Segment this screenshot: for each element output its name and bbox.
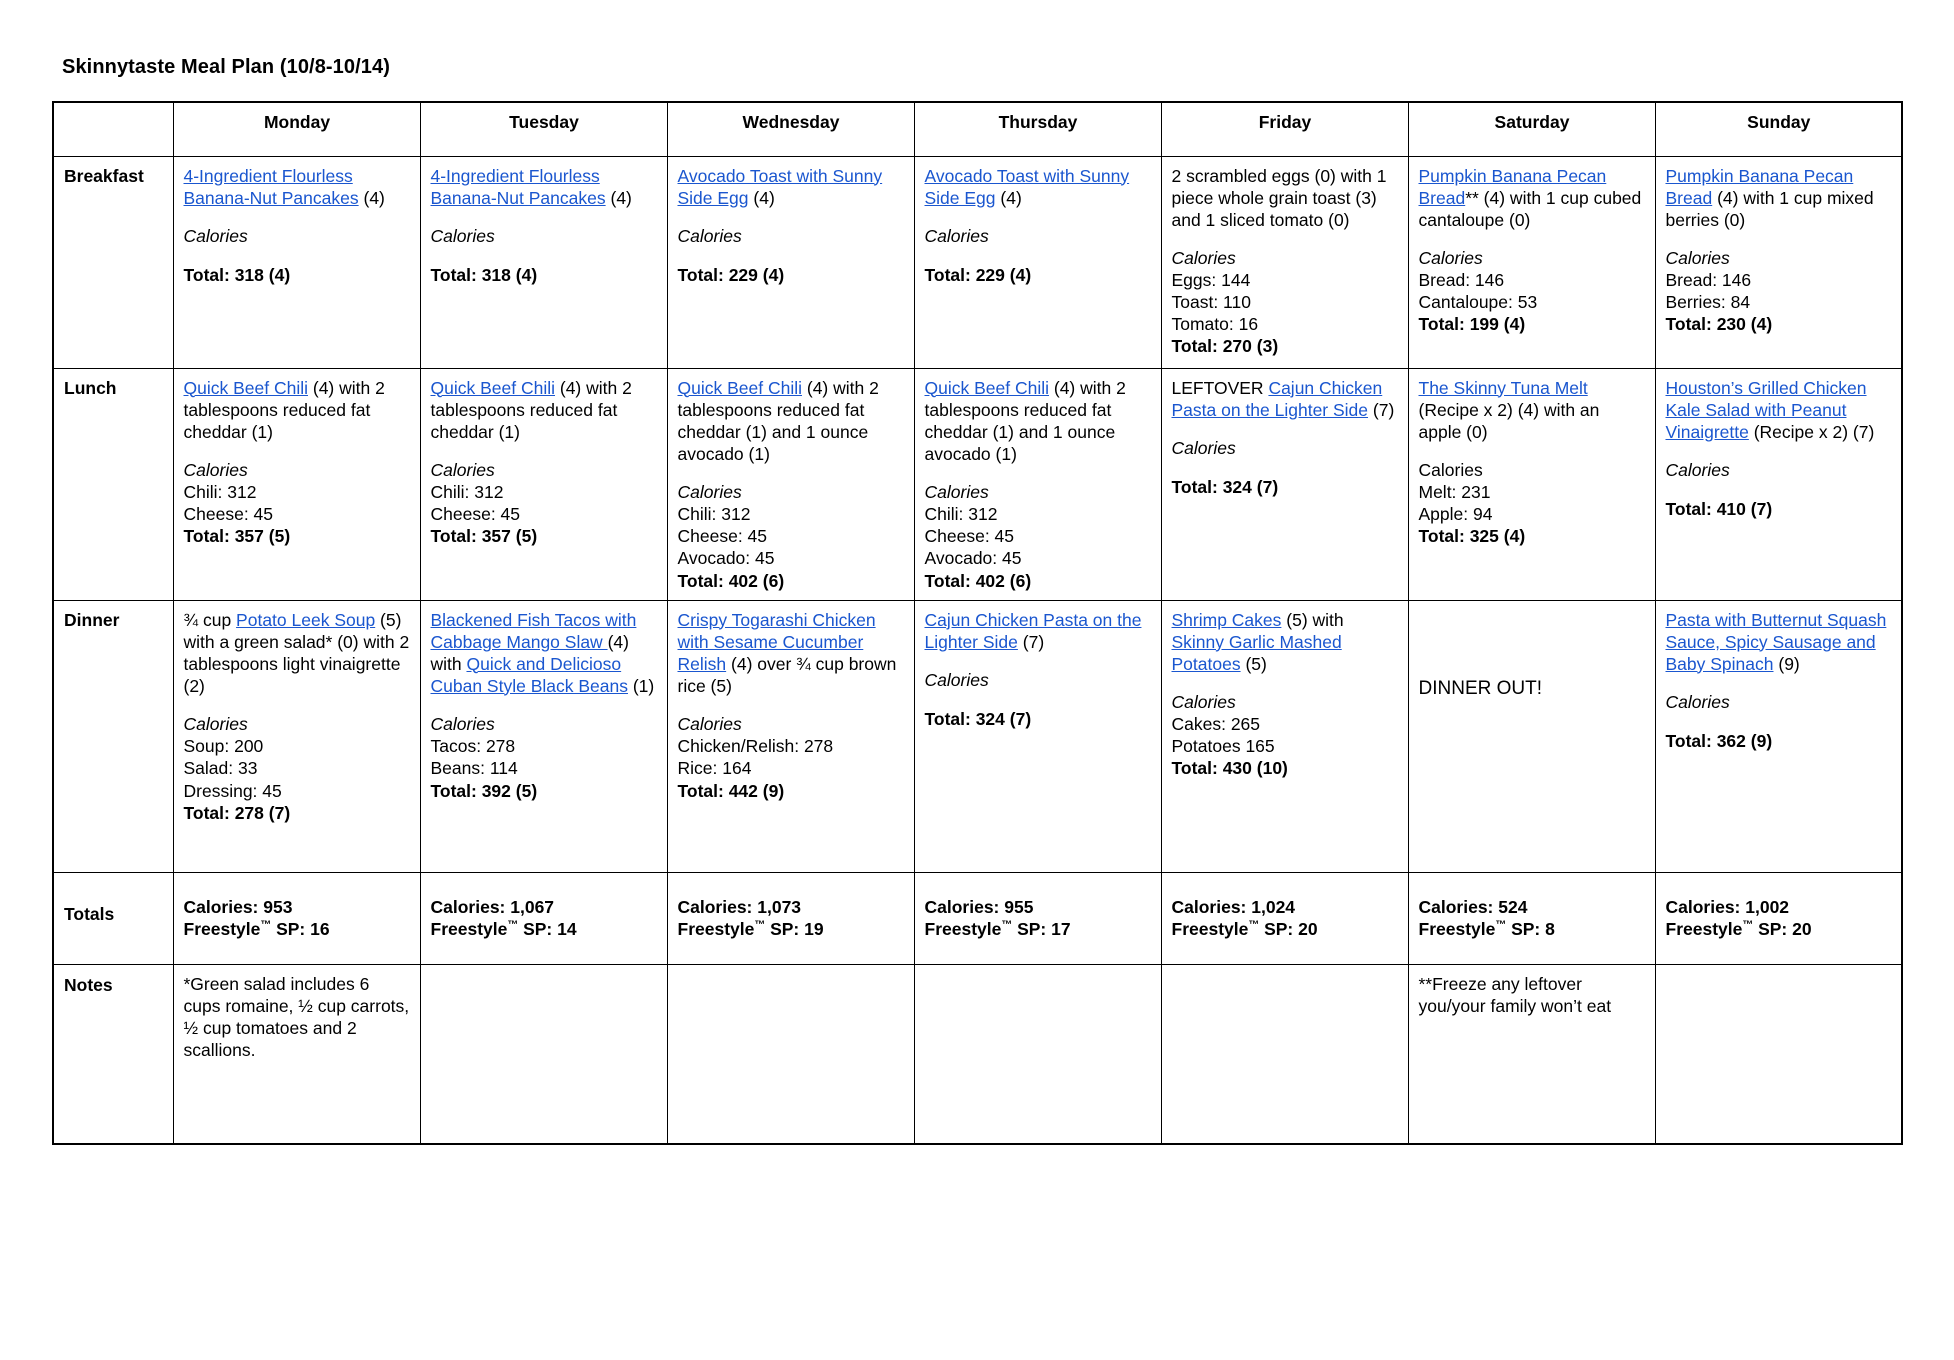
spacer: [184, 209, 411, 226]
cell-dinner-wednesday: [667, 600, 914, 872]
recipe-link[interactable]: Shrimp Cakes: [1171, 609, 1282, 630]
recipe-link[interactable]: Cajun Chicken Pasta on the Lighter Side: [1171, 377, 1383, 420]
meal-total: Total: 270 (3): [1171, 336, 1279, 357]
meal-total: Total: 318 (4): [430, 264, 538, 285]
calorie-line: Chili: 312: [183, 482, 257, 503]
meal-description: Crispy Togarashi Chicken with Sesame Cucumber Relish (4) over ¾ cup brown rice (5): [677, 609, 897, 696]
calorie-line: Salad: 33: [183, 758, 258, 779]
meal-total: Total: 392 (5): [430, 780, 538, 801]
spacer: [1666, 443, 1893, 460]
calorie-line: Avocado: 45: [924, 548, 1022, 569]
meal-description: ¾ cup Potato Leek Soup (5) with a green salad* (0) with 2 tablespoons light vinaigrette (2): [183, 609, 410, 696]
cell-totals-tuesday: [420, 872, 667, 964]
calorie-line: Cheese: 45: [183, 504, 274, 525]
calorie-line: Chili: 312: [677, 504, 751, 525]
calorie-line: Rice: 164: [677, 758, 752, 779]
calorie-line: Bread: 146: [1665, 270, 1752, 291]
spacer: [678, 247, 905, 264]
meal-total: Total: 357 (5): [430, 526, 538, 547]
totals-calories: Calories: 1,067: [430, 897, 555, 917]
calorie-line: Potatoes 165: [1171, 736, 1275, 757]
trademark-symbol: ™: [1248, 919, 1260, 932]
cell-dinner-tuesday: [420, 600, 667, 872]
cell-lunch-sunday: [1655, 368, 1902, 600]
column-header-friday: Friday: [1161, 102, 1408, 156]
calories-label: Calories: [1665, 692, 1730, 713]
meal-total: Total: 230 (4): [1665, 314, 1773, 335]
spacer: [1419, 443, 1646, 460]
row-label-notes: Notes: [53, 964, 173, 1144]
cell-notes-wednesday: [667, 964, 914, 1144]
cell-totals-wednesday: [667, 872, 914, 964]
calorie-line: Soup: 200: [183, 736, 264, 757]
spacer: [431, 443, 658, 460]
cell-notes-friday: [1161, 964, 1408, 1144]
cell-totals-thursday: [914, 872, 1161, 964]
cell-breakfast-wednesday: [667, 156, 914, 368]
meal-description: LEFTOVER Cajun Chicken Pasta on the Lighter Side (7): [1171, 377, 1395, 420]
cell-totals-sunday: [1655, 872, 1902, 964]
spacer: [925, 247, 1152, 264]
spacer: [678, 697, 905, 714]
totals-calories: Calories: 955: [924, 897, 1034, 917]
calorie-line: Cheese: 45: [924, 526, 1015, 547]
trademark-symbol: ™: [1742, 919, 1754, 932]
table-row-lunch: [53, 368, 1902, 600]
recipe-link[interactable]: Avocado Toast with Sunny Side Egg: [924, 165, 1130, 208]
cell-notes-saturday: **Freeze any leftover you/your family won’t eat: [1408, 964, 1655, 1144]
table-corner-cell: [53, 102, 173, 156]
cell-notes-thursday: [914, 964, 1161, 1144]
meal-description: Shrimp Cakes (5) with Skinny Garlic Mashed Potatoes (5): [1171, 609, 1344, 674]
spacer: [1666, 713, 1893, 730]
recipe-link[interactable]: Skinny Garlic Mashed Potatoes: [1171, 631, 1342, 674]
calorie-line: Beans: 114: [430, 758, 518, 779]
cell-dinner-sunday: [1655, 600, 1902, 872]
meal-description: 4-Ingredient Flourless Banana-Nut Pancakes (4): [430, 165, 632, 208]
calories-label: Calories: [183, 714, 248, 735]
spacer: [184, 443, 411, 460]
meal-description: Quick Beef Chili (4) with 2 tablespoons reduced fat cheddar (1): [430, 377, 632, 442]
spacer: [1172, 675, 1399, 692]
meal-total: Total: 357 (5): [183, 526, 291, 547]
trademark-symbol: ™: [260, 919, 272, 932]
totals-calories: Calories: 953: [183, 897, 293, 917]
column-header-wednesday: Wednesday: [667, 102, 914, 156]
cell-totals-friday: [1161, 872, 1408, 964]
calories-label: Calories: [924, 482, 989, 503]
cell-breakfast-sunday: [1655, 156, 1902, 368]
meal-description: Houston’s Grilled Chicken Kale Salad with Peanut Vinaigrette (Recipe x 2) (7): [1665, 377, 1875, 442]
column-header-saturday: Saturday: [1408, 102, 1655, 156]
calories-label: Calories: [430, 460, 495, 481]
spacer: [1172, 231, 1399, 248]
row-label-dinner: Dinner: [53, 600, 173, 872]
calorie-line: Cakes: 265: [1171, 714, 1261, 735]
cell-dinner-thursday: [914, 600, 1161, 872]
spacer: [431, 247, 658, 264]
recipe-link[interactable]: 4-Ingredient Flourless Banana-Nut Pancakes: [183, 165, 359, 208]
cell-dinner-saturday: [1408, 600, 1655, 872]
totals-freestyle-sp: Freestyle™ SP: 20: [1665, 919, 1812, 940]
cell-lunch-monday: [173, 368, 420, 600]
spacer: [1666, 231, 1893, 248]
column-header-thursday: Thursday: [914, 102, 1161, 156]
calorie-line: Tomato: 16: [1171, 314, 1259, 335]
column-header-tuesday: Tuesday: [420, 102, 667, 156]
recipe-link[interactable]: Crispy Togarashi Chicken with Sesame Cucumber Relish: [677, 609, 876, 674]
meal-description: Avocado Toast with Sunny Side Egg (4): [677, 165, 883, 208]
meal-total: Total: 229 (4): [924, 264, 1032, 285]
recipe-link[interactable]: Pumpkin Banana Pecan Bread: [1418, 165, 1607, 208]
cell-lunch-saturday: [1408, 368, 1655, 600]
calorie-line: Berries: 84: [1665, 292, 1751, 313]
meal-total: Total: 325 (4): [1418, 526, 1526, 547]
calorie-line: Cheese: 45: [677, 526, 768, 547]
trademark-symbol: ™: [1495, 919, 1507, 932]
spacer: [184, 247, 411, 264]
meal-description: Pasta with Butternut Squash Sauce, Spicy Sausage and Baby Spinach (9): [1665, 609, 1887, 674]
calorie-line: Toast: 110: [1171, 292, 1251, 313]
table-row-totals: [53, 872, 1902, 964]
meal-total: Total: 324 (7): [924, 708, 1032, 729]
calorie-line: Cantaloupe: 53: [1418, 292, 1538, 313]
trademark-symbol: ™: [754, 919, 766, 932]
row-label-breakfast: Breakfast: [53, 156, 173, 368]
meal-total: Total: 410 (7): [1665, 498, 1773, 519]
header-row: [53, 102, 1902, 156]
cell-lunch-friday: [1161, 368, 1408, 600]
cell-breakfast-tuesday: [420, 156, 667, 368]
recipe-link[interactable]: Blackened Fish Tacos with Cabbage Mango Slaw: [430, 609, 637, 652]
spacer: [1666, 481, 1893, 498]
calories-label: Calories: [1418, 248, 1483, 269]
meal-total: Total: 402 (6): [924, 570, 1032, 591]
calorie-line: Dressing: 45: [183, 780, 282, 801]
totals-freestyle-sp: Freestyle™ SP: 8: [1418, 919, 1555, 940]
recipe-link[interactable]: Quick Beef Chili: [430, 377, 555, 398]
calorie-line: Apple: 94: [1418, 504, 1493, 525]
calories-label: Calories: [430, 226, 495, 247]
meal-description: 2 scrambled eggs (0) with 1 piece whole grain toast (3) and 1 sliced tomato (0): [1171, 165, 1387, 230]
meal-total: Total: 442 (9): [677, 780, 785, 801]
table-row-dinner: [53, 600, 1902, 872]
calories-label: Calories: [1171, 248, 1236, 269]
meal-total: Total: 362 (9): [1665, 730, 1773, 751]
calories-label: Calories: [924, 226, 989, 247]
calories-label: Calories: [1418, 460, 1483, 481]
meal-total: Total: 402 (6): [677, 570, 785, 591]
cell-lunch-tuesday: [420, 368, 667, 600]
cell-notes-monday: *Green salad includes 6 cups romaine, ½ cup carrots, ½ cup tomatoes and 2 scallions.: [173, 964, 420, 1144]
cell-dinner-friday: [1161, 600, 1408, 872]
meal-description: Pumpkin Banana Pecan Bread (4) with 1 cup mixed berries (0): [1665, 165, 1874, 230]
totals-calories: Calories: 1,073: [677, 897, 802, 917]
table-row-notes: [53, 964, 1902, 1144]
calories-label: Calories: [430, 714, 495, 735]
spacer: [925, 653, 1152, 670]
calorie-line: Eggs: 144: [1171, 270, 1251, 291]
spacer: [1172, 459, 1399, 476]
meal-total: Total: 430 (10): [1171, 758, 1288, 779]
calorie-line: Chili: 312: [430, 482, 504, 503]
meal-total: Total: 324 (7): [1171, 476, 1279, 497]
spacer: [431, 697, 658, 714]
cell-notes-tuesday: [420, 964, 667, 1144]
table-header: [53, 102, 1902, 156]
meal-description: Quick Beef Chili (4) with 2 tablespoons reduced fat cheddar (1) and 1 ounce avocado (1): [924, 377, 1126, 464]
totals-freestyle-sp: Freestyle™ SP: 14: [430, 919, 577, 940]
cell-breakfast-monday: [173, 156, 420, 368]
meal-total: Total: 199 (4): [1418, 314, 1526, 335]
trademark-symbol: ™: [507, 919, 519, 932]
totals-calories: Calories: 1,024: [1171, 897, 1296, 917]
recipe-link[interactable]: 4-Ingredient Flourless Banana-Nut Pancakes: [430, 165, 606, 208]
spacer: [925, 209, 1152, 226]
calorie-line: Chili: 312: [924, 504, 998, 525]
totals-calories: Calories: 1,002: [1665, 897, 1790, 917]
cell-lunch-thursday: [914, 368, 1161, 600]
meal-description: Avocado Toast with Sunny Side Egg (4): [924, 165, 1130, 208]
recipe-link[interactable]: Houston’s Grilled Chicken Kale Salad with Peanut Vinaigrette: [1665, 377, 1867, 442]
recipe-link[interactable]: Pumpkin Banana Pecan Bread: [1665, 165, 1854, 208]
spacer: [925, 691, 1152, 708]
totals-freestyle-sp: Freestyle™ SP: 17: [924, 919, 1071, 940]
recipe-link[interactable]: Potato Leek Soup: [236, 609, 376, 630]
calorie-line: Chicken/Relish: 278: [677, 736, 834, 757]
recipe-link[interactable]: The Skinny Tuna Melt: [1418, 377, 1588, 398]
calories-label: Calories: [1171, 692, 1236, 713]
calories-label: Calories: [1171, 438, 1236, 459]
cell-lunch-wednesday: [667, 368, 914, 600]
recipe-link[interactable]: Pasta with Butternut Squash Sauce, Spicy Sausage and Baby Spinach: [1665, 609, 1887, 674]
spacer: [925, 465, 1152, 482]
meal-description: The Skinny Tuna Melt (Recipe x 2) (4) with an apple (0): [1418, 377, 1600, 442]
column-header-sunday: Sunday: [1655, 102, 1902, 156]
calories-label: Calories: [677, 226, 742, 247]
calorie-line: Melt: 231: [1418, 482, 1491, 503]
spacer: [678, 209, 905, 226]
cell-dinner-monday: [173, 600, 420, 872]
meal-description: Pumpkin Banana Pecan Bread** (4) with 1 cup cubed cantaloupe (0): [1418, 165, 1642, 230]
cell-totals-saturday: [1408, 872, 1655, 964]
trademark-symbol: ™: [1001, 919, 1013, 932]
totals-freestyle-sp: Freestyle™ SP: 20: [1171, 919, 1318, 940]
meal-description: Blackened Fish Tacos with Cabbage Mango Slaw (4) with Quick and Delicioso Cuban Style Black Beans (1): [430, 609, 655, 696]
meal-description: Cajun Chicken Pasta on the Lighter Side (7): [924, 609, 1142, 652]
spacer: [1419, 231, 1646, 248]
totals-freestyle-sp: Freestyle™ SP: 16: [183, 919, 330, 940]
calories-label: Calories: [1665, 460, 1730, 481]
cell-breakfast-saturday: [1408, 156, 1655, 368]
spacer: [1666, 675, 1893, 692]
calorie-line: Bread: 146: [1418, 270, 1505, 291]
calories-label: Calories: [1665, 248, 1730, 269]
recipe-link[interactable]: Quick Beef Chili: [183, 377, 308, 398]
meal-total: Total: 318 (4): [183, 264, 291, 285]
spacer: [678, 465, 905, 482]
calories-label: Calories: [924, 670, 989, 691]
meal-description: Quick Beef Chili (4) with 2 tablespoons reduced fat cheddar (1) and 1 ounce avocado (1): [677, 377, 879, 464]
meal-description: DINNER OUT!: [1418, 677, 1542, 699]
recipe-link[interactable]: Avocado Toast with Sunny Side Egg: [677, 165, 883, 208]
calories-label: Calories: [183, 460, 248, 481]
table-row-breakfast: [53, 156, 1902, 368]
calories-label: Calories: [677, 714, 742, 735]
row-label-lunch: Lunch: [53, 368, 173, 600]
recipe-link[interactable]: Quick and Delicioso Cuban Style Black Beans: [430, 653, 628, 696]
calorie-line: Tacos: 278: [430, 736, 516, 757]
calorie-line: Avocado: 45: [677, 548, 775, 569]
calories-label: Calories: [677, 482, 742, 503]
cell-notes-sunday: [1655, 964, 1902, 1144]
calories-label: Calories: [183, 226, 248, 247]
totals-freestyle-sp: Freestyle™ SP: 19: [677, 919, 824, 940]
recipe-link[interactable]: Quick Beef Chili: [924, 377, 1049, 398]
meal-description: Quick Beef Chili (4) with 2 tablespoons reduced fat cheddar (1): [183, 377, 385, 442]
spacer: [431, 209, 658, 226]
row-label-totals: Totals: [53, 872, 173, 964]
cell-breakfast-thursday: [914, 156, 1161, 368]
spacer: [1172, 421, 1399, 438]
totals-calories: Calories: 524: [1418, 897, 1528, 917]
calorie-line: Cheese: 45: [430, 504, 521, 525]
page-title: Skinnytaste Meal Plan (10/8-10/14): [62, 56, 390, 78]
meal-plan-table: [52, 101, 1903, 1145]
meal-description: 4-Ingredient Flourless Banana-Nut Pancakes (4): [183, 165, 385, 208]
recipe-link[interactable]: Quick Beef Chili: [677, 377, 802, 398]
recipe-link[interactable]: Cajun Chicken Pasta on the Lighter Side: [924, 609, 1142, 652]
meal-total: Total: 229 (4): [677, 264, 785, 285]
column-header-monday: Monday: [173, 102, 420, 156]
spacer: [184, 697, 411, 714]
cell-breakfast-friday: [1161, 156, 1408, 368]
meal-total: Total: 278 (7): [183, 802, 291, 823]
cell-totals-monday: [173, 872, 420, 964]
